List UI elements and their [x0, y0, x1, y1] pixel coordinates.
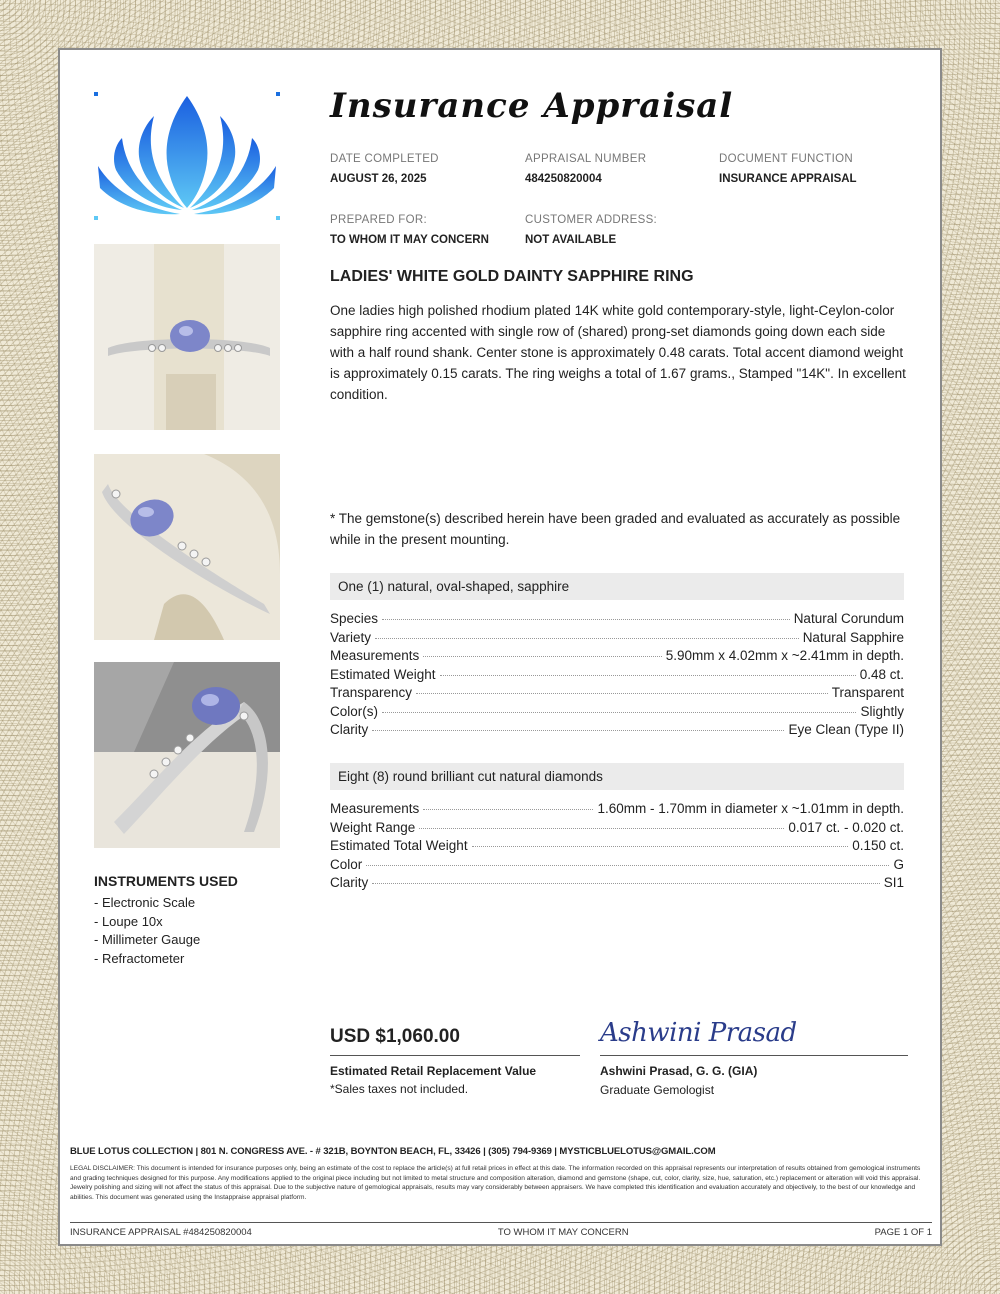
prepared-for-label: PREPARED FOR: — [330, 214, 427, 226]
document-function-value: INSURANCE APPRAISAL — [719, 173, 857, 185]
spec-row — [330, 875, 904, 894]
dot-leader — [382, 712, 856, 713]
spec-value: SI1 — [883, 875, 904, 890]
footer-recipient: TO WHOM IT MAY CONCERN — [497, 1227, 629, 1238]
spec-row — [330, 630, 904, 649]
spec-row — [330, 611, 904, 630]
spec-row — [330, 667, 904, 686]
footer-appraisal-ref: INSURANCE APPRAISAL #484250820004 — [70, 1227, 252, 1238]
spec-value: Transparent — [831, 685, 904, 700]
document-function — [719, 153, 909, 185]
spec-label: Variety — [330, 629, 372, 645]
dot-leader — [419, 828, 784, 829]
instrument-item: - Loupe 10x — [94, 913, 163, 929]
instrument-item: - Millimeter Gauge — [94, 932, 201, 947]
spec-label: Estimated Total Weight — [330, 838, 468, 853]
date-completed-label: DATE COMPLETED — [330, 153, 439, 165]
spec-value: 1.60mm - 1.70mm in diameter x ~1.01mm in depth. — [597, 801, 904, 816]
spec-value: 0.48 ct. — [859, 666, 904, 682]
spec-value: Natural Corundum — [793, 611, 904, 626]
instruments-list — [94, 894, 200, 968]
dot-leader — [375, 638, 799, 639]
spec-row — [330, 704, 904, 723]
replacement-value-label: Estimated Retail Replacement Value — [330, 1064, 537, 1078]
legal-disclaimer: LEGAL DISCLAIMER: This document is intended for insurance purposes only, being an estimate of the cost to replace the article(s) at full retail prices in effect at this date. The information recorded on this appraisal represents our interpretation of results obtained from gemological instruments and grading techniques designed for this purpose. Any modifications applied to the original piece including but not limited to metal structure and composition alteration, diamond and gemstone (shape, cut, color, clarity, size, hue, saturation, etc.) replacement or alteration will void this appraisal. Jewelry polishing and sizing will not affect the status of this appraisal. Due to the subjective nature of gemological appraisals, results may vary considerably between appraisers. We have completed this identification and evaluation accurately and objectively, to the best of our knowledge and abilities. This document was generated using the Instappraise appraisal platform. — [70, 1165, 921, 1201]
spec-row — [330, 857, 904, 876]
instrument-item: - Refractometer — [94, 950, 185, 966]
spec-row — [330, 838, 904, 857]
document-title: Insurance Appraisal — [330, 86, 734, 126]
replacement-value: USD $1,060.00 — [330, 1026, 460, 1047]
lotus-logo-icon — [94, 92, 280, 220]
spec-value: G — [893, 856, 904, 872]
item-title: LADIES' WHITE GOLD DAINTY SAPPHIRE RING — [330, 268, 694, 285]
document-function-label: DOCUMENT FUNCTION — [719, 153, 853, 165]
date-completed-value: AUGUST 26, 2025 — [330, 173, 427, 185]
sapphire-specs — [330, 611, 904, 741]
dot-leader — [372, 730, 784, 731]
dot-leader — [472, 846, 849, 847]
spec-label: Measurements — [330, 801, 420, 816]
grading-note: * The gemstone(s) described herein have been graded and evaluated as accurately as possible while in the present mounting. — [330, 511, 901, 547]
dot-leader — [423, 809, 593, 810]
spec-row — [330, 685, 904, 704]
signature-divider — [600, 1055, 908, 1056]
dot-leader — [382, 619, 790, 620]
spec-label: Estimated Weight — [330, 666, 436, 682]
value-divider — [330, 1055, 580, 1056]
spec-value: 0.017 ct. - 0.020 ct. — [788, 819, 904, 835]
spec-row — [330, 648, 904, 667]
diamonds-heading: Eight (8) round brilliant cut natural diamonds — [330, 763, 904, 790]
spec-value: 5.90mm x 4.02mm x ~2.41mm in depth. — [665, 648, 904, 663]
appraisal-sheet — [58, 48, 942, 1246]
footer-page-number: PAGE 1 OF 1 — [874, 1227, 932, 1238]
customer-address-value: NOT AVAILABLE — [525, 234, 617, 246]
ring-photo-angle — [94, 454, 280, 640]
date-completed — [330, 153, 520, 185]
spec-label: Transparency — [330, 685, 413, 700]
instrument-item: - Electronic Scale — [94, 895, 196, 910]
item-description: One ladies high polished rhodium plated 14K white gold contemporary-style, light-Ceylon-color sapphire ring accented with single row of (shared) prong-set diamonds going down each side with a half round shank. Center stone is approximately 0.48 carats. Total accent diamond weight is approximately 0.15 carats. The ring weighs a total of 1.67 grams., Stamped "14K". In excellent condition. — [330, 303, 906, 402]
appraiser-name: Ashwini Prasad, G. G. (GIA) — [600, 1064, 758, 1078]
dot-leader — [372, 883, 879, 884]
spec-label: Color(s) — [330, 703, 379, 719]
customer-address — [525, 214, 715, 246]
appraisal-number-value: 484250820004 — [525, 173, 602, 185]
spec-label: Species — [330, 611, 379, 626]
spec-row — [330, 801, 904, 820]
spec-value: Slightly — [860, 703, 904, 719]
spec-label: Measurements — [330, 648, 420, 663]
spec-label: Clarity — [330, 875, 369, 890]
appraiser-role: Graduate Gemologist — [600, 1083, 715, 1097]
ring-photo-side — [94, 662, 280, 848]
instruments-heading: INSTRUMENTS USED — [94, 873, 238, 889]
dot-leader — [366, 865, 889, 866]
customer-address-label: CUSTOMER ADDRESS: — [525, 214, 658, 226]
spec-value: 0.150 ct. — [852, 838, 904, 853]
company-info: BLUE LOTUS COLLECTION | 801 N. CONGRESS AVE. - # 321B, BOYNTON BEACH, FL, 33426 | (305) 794-9369 | MYSTICBLUELOTUS@GMAIL.COM — [70, 1146, 716, 1157]
ring-photo-front — [94, 244, 280, 430]
sapphire-heading: One (1) natural, oval-shaped, sapphire — [330, 573, 904, 600]
spec-row — [330, 722, 904, 741]
spec-value: Eye Clean (Type II) — [788, 722, 904, 737]
spec-label: Color — [330, 856, 363, 872]
spec-label: Clarity — [330, 722, 369, 737]
diamond-specs — [330, 801, 904, 894]
appraisal-number — [525, 153, 715, 185]
spec-row — [330, 820, 904, 839]
sales-tax-note: *Sales taxes not included. — [330, 1082, 469, 1096]
dot-leader — [423, 656, 661, 657]
dot-leader — [416, 693, 828, 694]
prepared-for — [330, 214, 520, 246]
prepared-for-value: TO WHOM IT MAY CONCERN — [330, 234, 489, 246]
page-footer — [70, 1222, 932, 1238]
signature: Ashwini Prasad — [600, 1018, 797, 1048]
spec-label: Weight Range — [330, 819, 416, 835]
appraisal-number-label: APPRAISAL NUMBER — [525, 153, 647, 165]
spec-value: Natural Sapphire — [802, 629, 904, 645]
dot-leader — [440, 675, 856, 676]
